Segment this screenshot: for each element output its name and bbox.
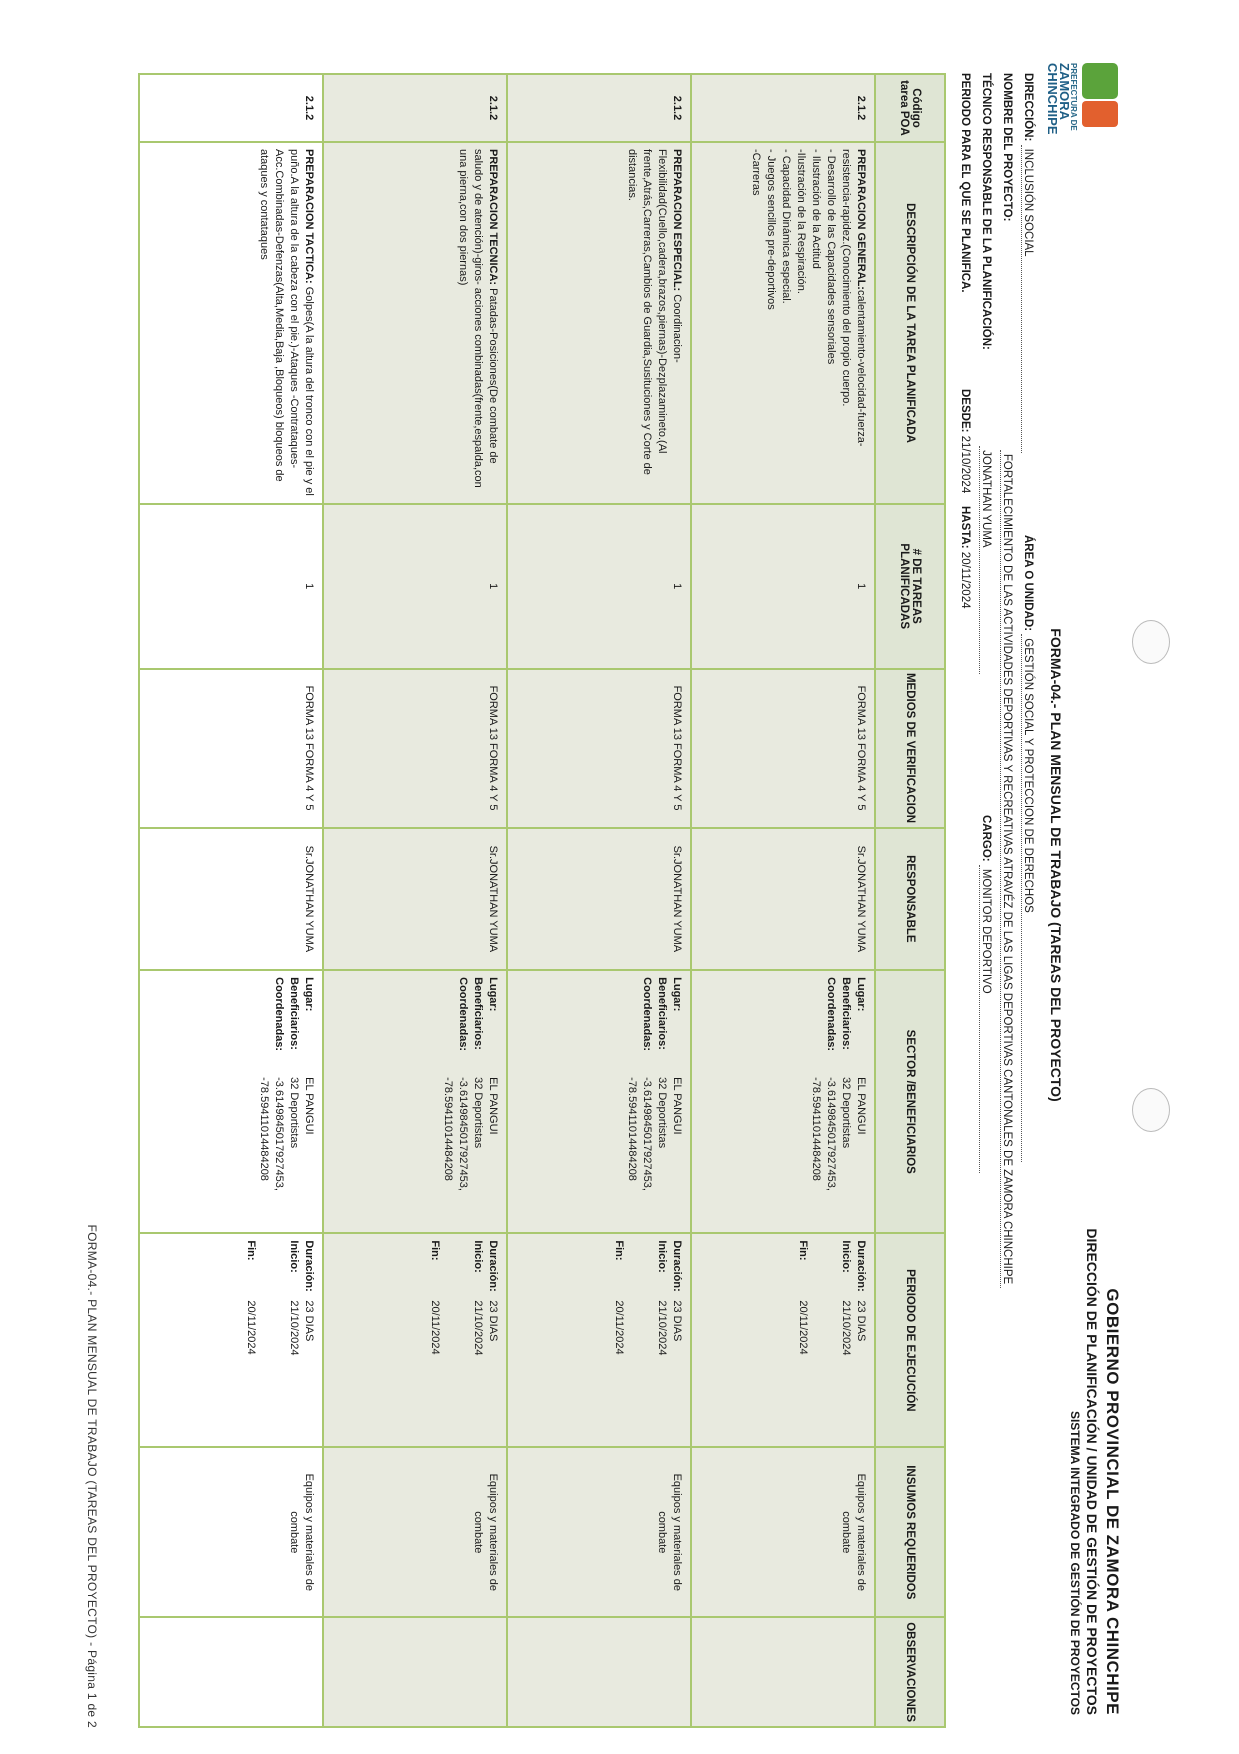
org-name: GOBIERNO PROVINCIAL DE ZAMORA CHINCHIPE bbox=[1103, 1288, 1122, 1715]
duracion-value: 23 DIAS bbox=[855, 1300, 867, 1342]
cell-insumos: Equipos y materiales de combate bbox=[507, 1447, 691, 1617]
duracion-value: 23 DIAS bbox=[487, 1300, 499, 1342]
inicio-value: 21/10/2024 bbox=[288, 1300, 300, 1356]
area-label: ÁREA O UNIDAD: bbox=[1022, 535, 1034, 632]
cell-periodo bbox=[507, 1233, 691, 1447]
lugar-label: Lugar: bbox=[487, 977, 499, 1012]
cell-responsable: Sr.JONATHAN YUMA bbox=[323, 828, 507, 971]
coordenadas-label: Coordenadas: bbox=[825, 977, 837, 1052]
meta-cargo bbox=[979, 815, 992, 1173]
punch-hole-top bbox=[1132, 620, 1170, 664]
page-footer: FORMA-04.- PLAN MENSUAL DE TRABAJO (TAREAS DEL PROYECTO) - Página 1 de 2 bbox=[85, 1224, 99, 1728]
cargo-value: MONITOR DEPORTIVO bbox=[979, 865, 992, 1173]
cell-codigo: 2.1.2 bbox=[323, 74, 507, 142]
cell-observaciones bbox=[691, 1617, 875, 1727]
periodo-label: PERIODO PARA EL QUE SE PLANIFICA. bbox=[959, 73, 971, 293]
desc-head: PREPARACION GENERAL: bbox=[855, 149, 867, 290]
form-title: FORMA-04.- PLAN MENSUAL DE TRABAJO (TAREAS DEL PROYECTO) bbox=[1048, 628, 1064, 1102]
col-header-sector: SECTOR /BENEFICIARIOS bbox=[875, 970, 945, 1233]
cell-codigo: 2.1.2 bbox=[139, 74, 323, 142]
table-row bbox=[691, 74, 875, 1727]
lugar-value: EL PANGUI bbox=[855, 1077, 867, 1135]
fin-value: 20/11/2024 bbox=[429, 1300, 441, 1355]
tasks-table bbox=[138, 73, 946, 1728]
area-value: GESTIÓN SOCIAL Y PROTECCION DE DERECHOS bbox=[1021, 634, 1034, 1162]
logo-emblem-orange bbox=[1082, 101, 1118, 127]
desc-bullet: -Ilustración de la Respiración. bbox=[795, 149, 807, 294]
tecnico-value: JONATHAN YUMA bbox=[979, 446, 992, 674]
proyecto-label: NOMBRE DEL PROYECTO: bbox=[1001, 73, 1013, 222]
desc-bullet: - Juegos sencillos pre-deportivos bbox=[765, 149, 777, 310]
beneficiarios-value: 32 Deportistas bbox=[656, 1077, 668, 1149]
fin-label: Fin: bbox=[245, 1240, 257, 1261]
hasta-value: 20/11/2024 bbox=[959, 551, 971, 609]
org-unit: DIRECCIÓN DE PLANIFICACIÓN / UNIDAD DE GESTIÓN DE PROYECTOS bbox=[1084, 1228, 1100, 1715]
duracion-value: 23 DIAS bbox=[671, 1300, 683, 1342]
cell-sector bbox=[691, 970, 875, 1233]
coordenadas-label: Coordenadas: bbox=[457, 977, 469, 1052]
org-system: SISTEMA INTEGRADO DE GESTIÓN DE PROYECTOS bbox=[1068, 1410, 1082, 1715]
beneficiarios-label: Beneficiarios: bbox=[656, 977, 668, 1050]
desde-value: 21/10/2024 bbox=[959, 435, 971, 494]
beneficiarios-label: Beneficiarios: bbox=[472, 977, 484, 1050]
cell-descripcion bbox=[691, 142, 875, 504]
cell-descripcion bbox=[323, 142, 507, 504]
desc-body: calentamiento-velocidad-fuerza-resistencia-rapidez.(Conocimiento del propio cuerpo. bbox=[840, 149, 867, 447]
coordenadas-label: Coordenadas: bbox=[641, 977, 653, 1052]
col-header-medios: MEDIOS DE VERIFICACION bbox=[875, 669, 945, 828]
logo-emblem-green bbox=[1082, 63, 1118, 99]
col-header-num-tareas: # DE TAREAS PLANIFICADAS bbox=[875, 504, 945, 669]
coordenadas-label: Coordenadas: bbox=[273, 977, 285, 1052]
desc-head: PREPARACION TECNICA: bbox=[487, 149, 499, 286]
table-row bbox=[507, 74, 691, 1727]
meta-area bbox=[1021, 535, 1034, 1162]
cell-medios: FORMA 13 FORMA 4 Y 5 bbox=[507, 669, 691, 828]
col-header-descripcion: DESCRIPCIÓN DE LA TAREA PLANIFICADA bbox=[875, 142, 945, 504]
cell-medios: FORMA 13 FORMA 4 Y 5 bbox=[691, 669, 875, 828]
desc-body: Coordinacion-Flexibilidad(Cuello,cadera,brazos,piernas)-Dezplazamineto.(Al frente,Atrás,Carreras,Cambios de Guardia,Susituciones y Corte de distancias. bbox=[626, 149, 683, 475]
tecnico-label: TÉCNICO RESPONSABLE DE LA PLANIFICACIÓN: bbox=[980, 73, 992, 350]
document-sheet bbox=[24, 55, 1124, 1735]
cell-observaciones bbox=[139, 1617, 323, 1727]
cell-observaciones bbox=[323, 1617, 507, 1727]
duracion-label: Duración: bbox=[671, 1240, 683, 1292]
beneficiarios-value: 32 Deportistas bbox=[472, 1077, 484, 1149]
beneficiarios-label: Beneficiarios: bbox=[288, 977, 300, 1050]
cell-responsable: Sr.JONATHAN YUMA bbox=[507, 828, 691, 971]
desc-bullet: - Ilustración de la Actitud bbox=[810, 149, 822, 269]
inicio-label: Inicio: bbox=[472, 1240, 484, 1273]
inicio-value: 21/10/2024 bbox=[656, 1300, 668, 1356]
cell-periodo bbox=[323, 1233, 507, 1447]
cell-responsable: Sr.JONATHAN YUMA bbox=[691, 828, 875, 971]
inicio-label: Inicio: bbox=[656, 1240, 668, 1273]
logo-line2 bbox=[1046, 63, 1070, 135]
cell-insumos: Equipos y materiales de combate bbox=[691, 1447, 875, 1617]
meta-periodo bbox=[959, 73, 971, 609]
direccion-value: INCLUSIÓN SOCIAL bbox=[1021, 145, 1034, 453]
logo-line2a: ZAMORA bbox=[1057, 63, 1072, 121]
lugar-value: EL PANGUI bbox=[303, 1077, 315, 1135]
fin-label: Fin: bbox=[797, 1240, 809, 1261]
coordenadas-value: -3.6149845017927453, -78.59411014484208 bbox=[258, 1077, 285, 1191]
meta-proyecto bbox=[1001, 73, 1013, 1288]
beneficiarios-label: Beneficiarios: bbox=[840, 977, 852, 1050]
coordenadas-value: -3.6149845017927453, -78.59411014484208 bbox=[626, 1077, 653, 1191]
cell-insumos: Equipos y materiales de combate bbox=[323, 1447, 507, 1617]
cell-periodo bbox=[139, 1233, 323, 1447]
lugar-label: Lugar: bbox=[855, 977, 867, 1012]
cell-codigo: 2.1.2 bbox=[507, 74, 691, 142]
cell-codigo: 2.1.2 bbox=[691, 74, 875, 142]
duracion-label: Duración: bbox=[487, 1240, 499, 1292]
fin-value: 20/11/2024 bbox=[245, 1300, 257, 1355]
beneficiarios-value: 32 Deportistas bbox=[288, 1077, 300, 1149]
cell-num-tareas: 1 bbox=[139, 504, 323, 669]
cell-sector bbox=[139, 970, 323, 1233]
col-header-responsable: RESPONSABLE bbox=[875, 828, 945, 971]
table-row bbox=[139, 74, 323, 1727]
logo-line2b: CHINCHIPE bbox=[1045, 63, 1060, 135]
desc-bullet: -Carreras bbox=[750, 149, 762, 196]
cell-sector bbox=[323, 970, 507, 1233]
duracion-label: Duración: bbox=[855, 1240, 867, 1292]
cell-num-tareas: 1 bbox=[507, 504, 691, 669]
inicio-value: 21/10/2024 bbox=[472, 1300, 484, 1356]
cell-descripcion bbox=[139, 142, 323, 504]
meta-tecnico bbox=[979, 73, 992, 674]
desc-bullet: - Desarrollo de las Capacidades sensoriales bbox=[825, 149, 837, 365]
fin-value: 20/11/2024 bbox=[797, 1300, 809, 1355]
coordenadas-value: -3.6149845017927453, -78.59411014484208 bbox=[442, 1077, 469, 1191]
direccion-label: DIRECCIÓN: bbox=[1022, 73, 1034, 142]
cell-responsable: Sr.JONATHAN YUMA bbox=[139, 828, 323, 971]
desc-body: Patadas-Posiciones(De combate de saludo y de atención)-giros- acciones combinadas(frente,espalda,con una pierna,con dos piernas) bbox=[457, 149, 499, 488]
logo bbox=[1045, 63, 1122, 155]
cell-insumos: Equipos y materiales de combate bbox=[139, 1447, 323, 1617]
desde-label: DESDE: bbox=[959, 389, 971, 433]
cargo-label: CARGO: bbox=[980, 815, 992, 862]
inicio-label: Inicio: bbox=[288, 1240, 300, 1273]
beneficiarios-value: 32 Deportistas bbox=[840, 1077, 852, 1149]
fin-value: 20/11/2024 bbox=[613, 1300, 625, 1355]
cell-descripcion bbox=[507, 142, 691, 504]
cell-medios: FORMA 13 FORMA 4 Y 5 bbox=[323, 669, 507, 828]
hasta-label: HASTA: bbox=[959, 506, 971, 549]
fin-label: Fin: bbox=[429, 1240, 441, 1261]
lugar-value: EL PANGUI bbox=[487, 1077, 499, 1135]
cell-sector bbox=[507, 970, 691, 1233]
cell-medios: FORMA 13 FORMA 4 Y 5 bbox=[139, 669, 323, 828]
fin-label: Fin: bbox=[613, 1240, 625, 1261]
duracion-value: 23 DIAS bbox=[303, 1300, 315, 1342]
meta-direccion bbox=[1021, 73, 1034, 453]
desc-head: PREPARACION TACTICA: bbox=[303, 149, 315, 284]
inicio-label: Inicio: bbox=[840, 1240, 852, 1273]
col-header-codigo: Código tarea POA bbox=[875, 74, 945, 142]
organization-header bbox=[1068, 1095, 1122, 1715]
lugar-value: EL PANGUI bbox=[671, 1077, 683, 1135]
cell-num-tareas: 1 bbox=[323, 504, 507, 669]
cell-periodo bbox=[691, 1233, 875, 1447]
desc-bullet: - Capacidad Dinámica especial. bbox=[780, 149, 792, 304]
punch-hole-bottom bbox=[1132, 1088, 1170, 1132]
lugar-label: Lugar: bbox=[303, 977, 315, 1012]
table-row bbox=[323, 74, 507, 1727]
coordenadas-value: -3.6149845017927453, -78.59411014484208 bbox=[810, 1077, 837, 1191]
col-header-periodo: PERIODO DE EJECUCIÓN bbox=[875, 1233, 945, 1447]
col-header-observaciones: OBSERVACIONES bbox=[875, 1617, 945, 1727]
logo-line1: PREFECTURA DE bbox=[1069, 63, 1078, 131]
proyecto-value: FORTALECIMIENTO DE LAS ACTIVIDADES DEPORTIVAS Y RECREATIVAS ATRAVÉZ DE LAS LIGAS DEPORTIVAS CANTONALES DE ZAMORA CHINCHIPE bbox=[1000, 450, 1013, 1288]
inicio-value: 21/10/2024 bbox=[840, 1300, 852, 1356]
table-header-row bbox=[875, 74, 945, 1727]
col-header-insumos: INSUMOS REQUERIDOS bbox=[875, 1447, 945, 1617]
cell-observaciones bbox=[507, 1617, 691, 1727]
lugar-label: Lugar: bbox=[671, 977, 683, 1012]
cell-num-tareas: 1 bbox=[691, 504, 875, 669]
desc-body: Golpes(A la altura del tronco con el pie y el puño.A la altura de la cabeza con el pie.)-Ataques -Contrataques-Acc.Combinadas-Defenzas(Alta,Media,Baja ,Bloqueos) bloqueos de ataques y contataques bbox=[258, 149, 315, 496]
desc-head: PREPARACION ESPECIAL: bbox=[671, 149, 683, 292]
duracion-label: Duración: bbox=[303, 1240, 315, 1292]
